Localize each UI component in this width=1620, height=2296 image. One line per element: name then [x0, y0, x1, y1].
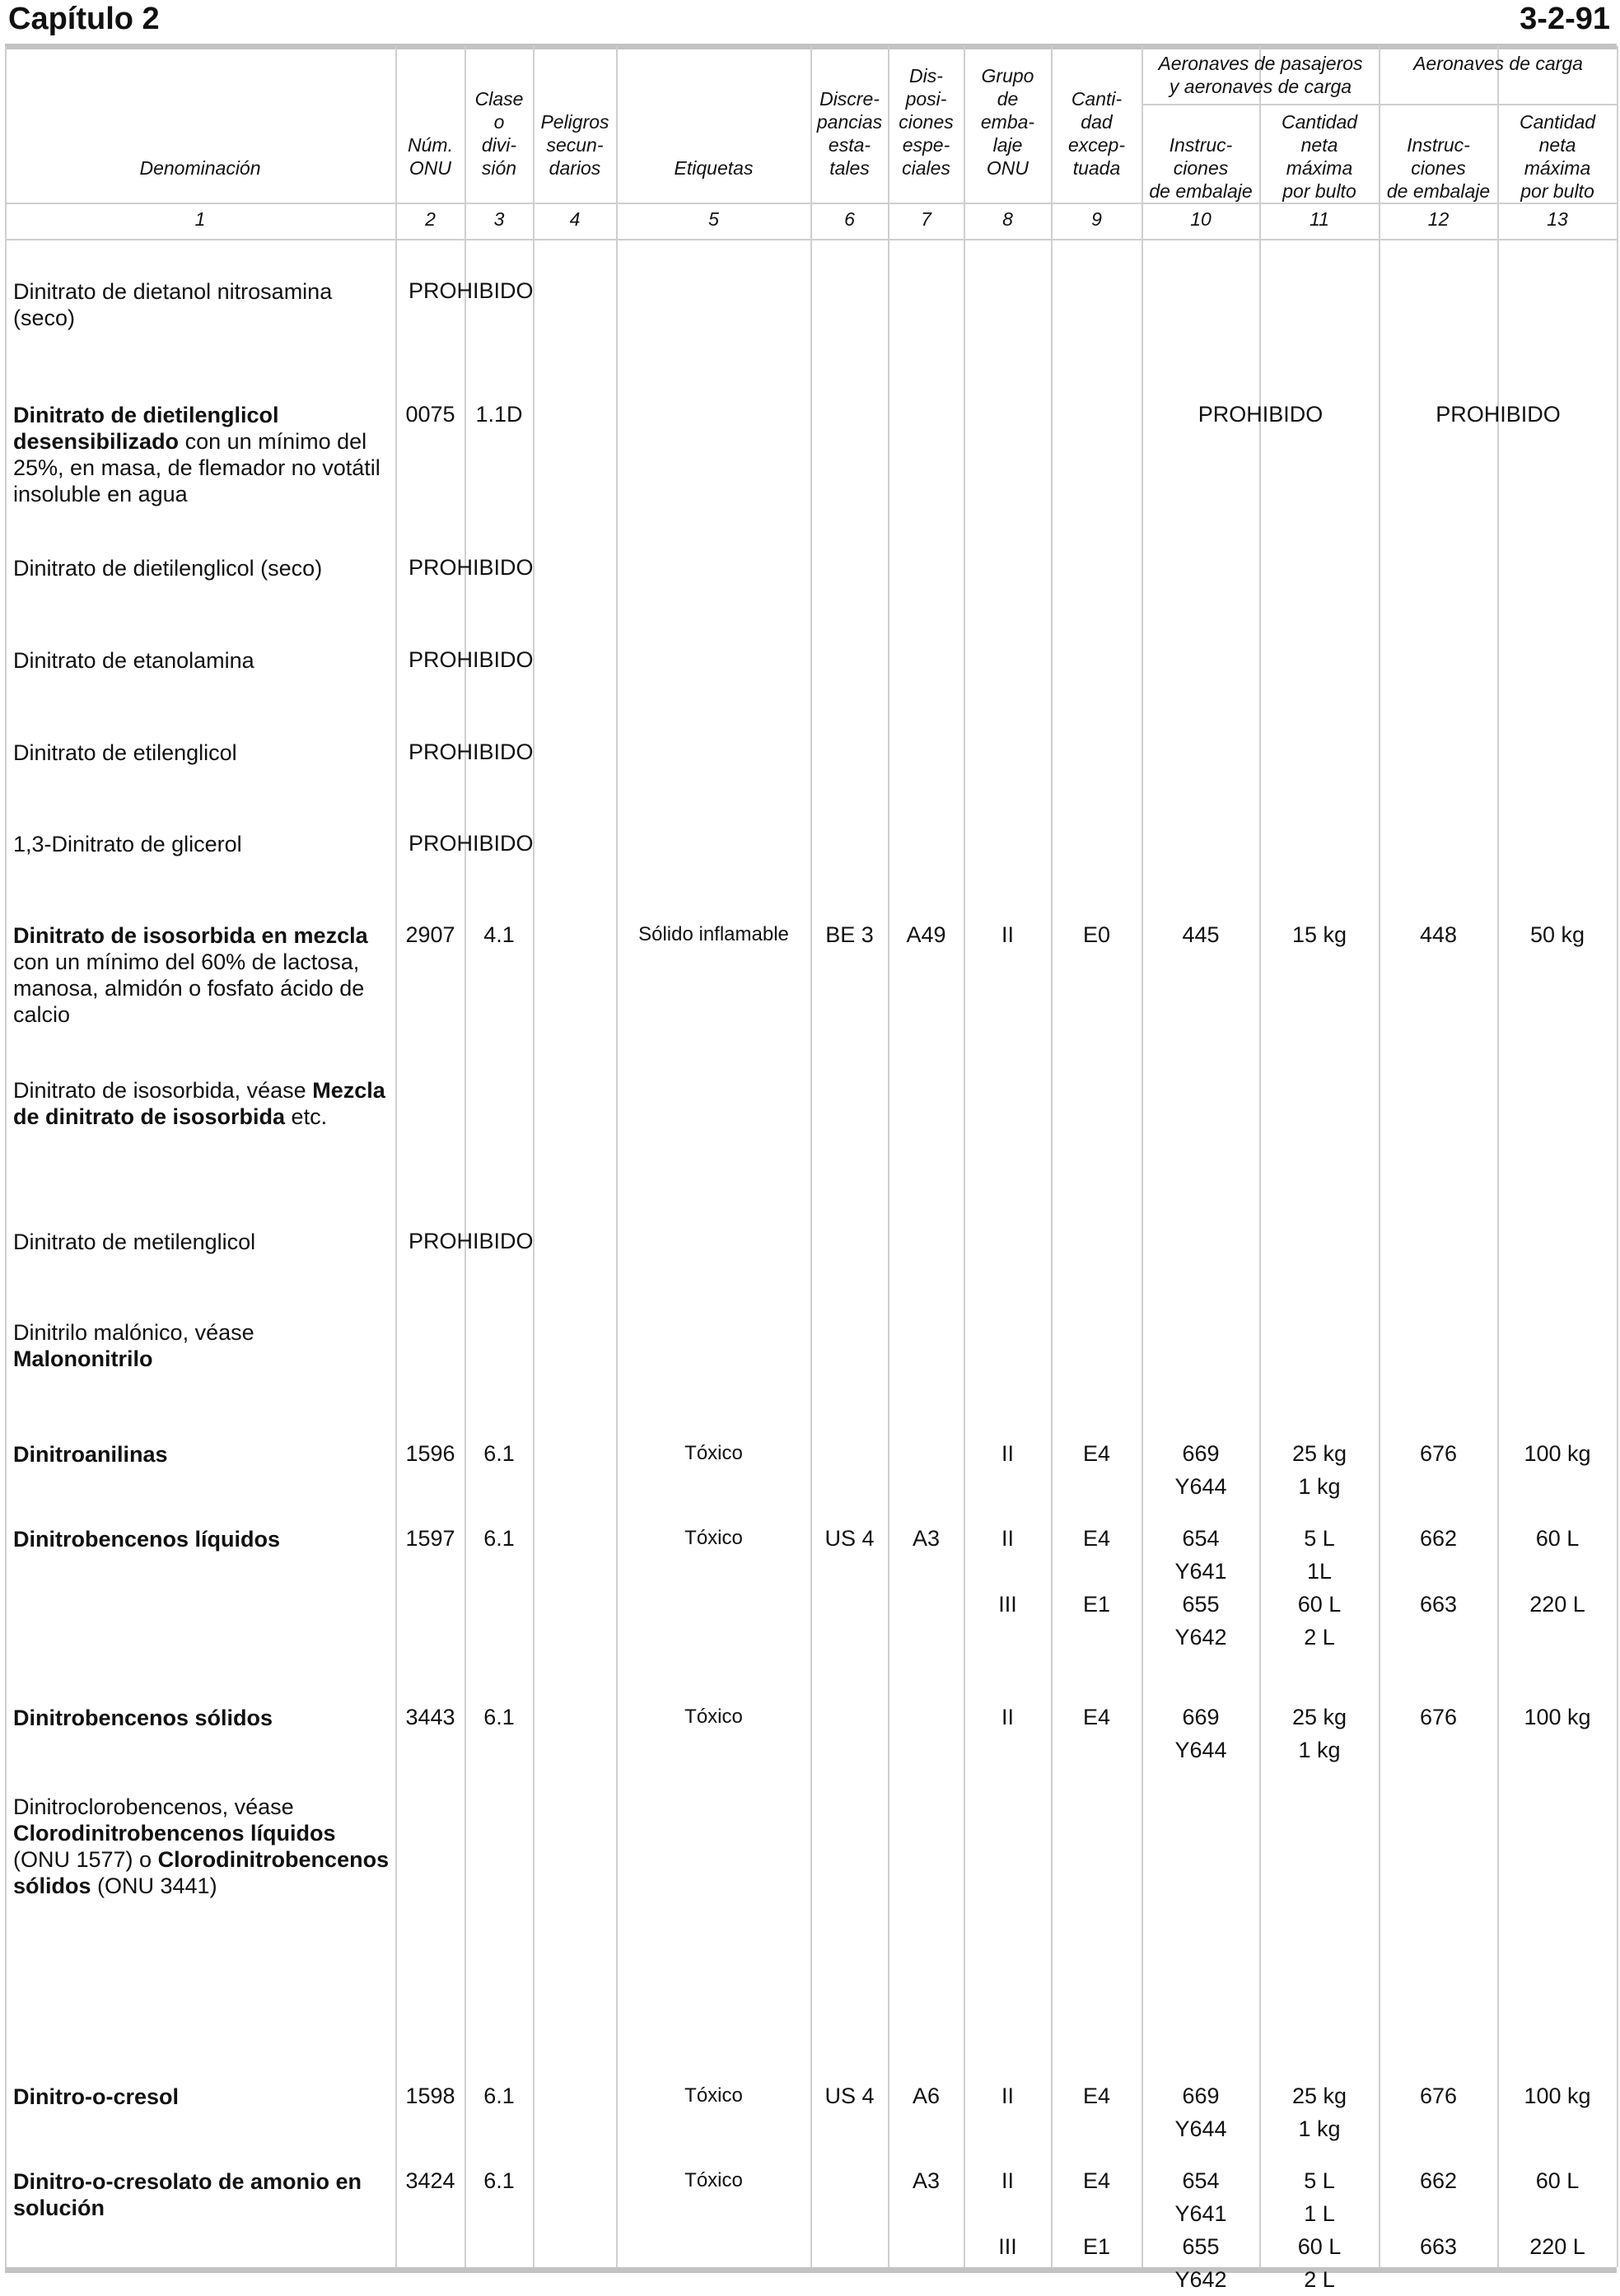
substance-name: Dinitroclorobencenos, véase Clorodinitrobencenos líquidos (ONU 1577) o Clorodinitrobencenos sólidos (ONU 3441)	[13, 1794, 390, 1898]
label-text: Tóxico	[684, 2084, 743, 2107]
max-quantity-cargo: 100 kg	[1524, 1705, 1591, 1729]
column-number: 6	[844, 208, 855, 230]
packing-group: II III	[998, 1526, 1017, 1617]
header-clase: Clase o divi- sión	[474, 88, 524, 179]
excepted-quantity: E4	[1082, 1705, 1111, 1729]
prohibited-text: PROHIBIDO	[409, 555, 534, 580]
column-divider	[1051, 46, 1053, 2267]
substance-name: Dinitrato de dietanol nitrosamina (seco)	[13, 279, 333, 330]
column-number: 5	[708, 208, 719, 230]
header-instrucciones-carga: Instruc- ciones de embalaje	[1386, 134, 1491, 202]
substance-name: Dinitrato de dietilenglicol desensibilizado con un mínimo del 25%, en masa, de flemador no votátil insoluble en agua	[13, 403, 380, 506]
label-text: Tóxico	[684, 1442, 743, 1464]
substance-name: Dinitrato de dietilenglicol (seco)	[13, 556, 323, 581]
column-number: 11	[1310, 208, 1329, 230]
special-provision: A3	[912, 2168, 941, 2193]
header-discrepancias: Discre- pancias esta- tales	[816, 88, 883, 179]
packing-instruction-pax: 669 Y644	[1174, 1705, 1227, 1762]
column-number: 7	[921, 208, 931, 230]
label-text: Sólido inflamable	[638, 923, 789, 945]
substance-name: Dinitro-o-cresolato de amonio en solución	[13, 2169, 362, 2220]
substance-name: Dinitrato de metilenglicol	[13, 1230, 256, 1254]
prohibited-cargo: PROHIBIDO	[1436, 402, 1561, 427]
column-number: 4	[569, 208, 581, 230]
max-quantity-cargo: 60 L 220 L	[1529, 2168, 1585, 2259]
special-provision: A3	[912, 1526, 941, 1551]
substance-name: Dinitroanilinas	[13, 1442, 168, 1467]
substance-name: Dinitrobencenos sólidos	[13, 1706, 273, 1730]
packing-instruction-cargo: 662 663	[1419, 1526, 1458, 1617]
max-quantity-pax: 5 L 1L 60 L 2 L	[1297, 1526, 1342, 1650]
packing-instruction-pax: 669 Y644	[1174, 2084, 1227, 2141]
substance-name: Dinitrato de etanolamina	[13, 648, 254, 673]
prohibited-text: PROHIBIDO	[409, 740, 534, 764]
packing-instruction-pax: 654 Y641 655 Y642	[1174, 1526, 1227, 1650]
column-divider	[1497, 46, 1499, 2267]
special-provision: A6	[912, 2084, 941, 2108]
substance-name: Dinitrato de isosorbida, véase Mezcla de dinitrato de isosorbida etc.	[13, 1078, 385, 1129]
un-number: 3424	[405, 2168, 455, 2193]
hazard-class: 6.1	[483, 1441, 515, 1466]
row-divider	[5, 203, 1617, 204]
max-quantity-pax: 25 kg 1 kg	[1291, 2084, 1347, 2141]
hazard-class: 6.1	[483, 1526, 515, 1551]
label-text: Tóxico	[684, 2169, 743, 2191]
header-cantidad-pax: Cantidad neta máxima por bulto	[1281, 111, 1358, 202]
column-divider	[395, 46, 397, 2267]
header-group-pasajeros: Aeronaves de pasajeros y aeronaves de carga	[1158, 53, 1363, 97]
un-number: 3443	[405, 1705, 455, 1729]
label-text: Tóxico	[684, 1706, 743, 1728]
substance-name: Dinitrato de isosorbida en mezcla con un mínimo del 60% de lactosa, manosa, almidón o fosfato ácido de calcio	[13, 923, 368, 1027]
column-number: 10	[1190, 208, 1211, 230]
substance-name: Dinitro-o-cresol	[13, 2084, 180, 2109]
excepted-quantity: E0	[1082, 922, 1111, 947]
header-instrucciones-pax: Instruc- ciones de embalaje	[1149, 134, 1253, 202]
packing-instruction-pax: 654 Y641 655 Y642	[1174, 2168, 1227, 2292]
prohibited-pax: PROHIBIDO	[1197, 402, 1324, 427]
column-number: 12	[1427, 208, 1450, 230]
prohibited-text: PROHIBIDO	[409, 1229, 534, 1253]
max-quantity-cargo: 100 kg	[1524, 2084, 1591, 2108]
column-divider	[888, 46, 889, 2267]
substance-name: Dinitrato de etilenglicol	[13, 740, 237, 765]
column-number: 9	[1091, 208, 1102, 230]
un-number: 1596	[405, 1441, 455, 1466]
packing-instruction-pax: 445	[1182, 922, 1220, 947]
page-number: 3-2-91	[1520, 2, 1610, 36]
excepted-quantity: E4 E1	[1082, 2168, 1111, 2259]
packing-instruction-cargo: 676	[1419, 1705, 1458, 1729]
max-quantity-pax: 25 kg 1 kg	[1291, 1441, 1347, 1499]
header-disposiciones: Dis- posi- ciones espe- ciales	[899, 65, 954, 179]
packing-instruction-cargo: 676	[1419, 2084, 1458, 2108]
max-quantity-pax: 5 L 1 L 60 L 2 L	[1297, 2168, 1342, 2292]
packing-instruction-cargo: 676	[1419, 1441, 1458, 1466]
state-discrepancy: BE 3	[825, 922, 874, 947]
column-number: 13	[1547, 208, 1568, 230]
column-divider	[616, 46, 618, 2267]
packing-group: II	[1001, 1705, 1014, 1729]
column-divider	[1617, 46, 1618, 2267]
column-divider	[964, 46, 965, 2267]
column-divider	[5, 46, 7, 2267]
max-quantity-pax: 15 kg	[1291, 922, 1347, 947]
header-cantidad-exceptuada: Canti- dad excep- tuada	[1067, 88, 1126, 179]
packing-group: II	[1001, 1441, 1014, 1466]
max-quantity-cargo: 100 kg	[1524, 1441, 1591, 1466]
packing-instruction-cargo: 662 663	[1419, 2168, 1458, 2259]
packing-group: II	[1001, 2084, 1014, 2108]
prohibited-text: PROHIBIDO	[409, 278, 534, 303]
packing-group: II III	[998, 2168, 1017, 2259]
hazard-class: 6.1	[483, 1705, 515, 1729]
row-divider	[5, 239, 1617, 240]
column-divider	[1379, 46, 1380, 2267]
max-quantity-cargo: 60 L 220 L	[1529, 1526, 1585, 1617]
header-group-carga: Aeronaves de carga	[1413, 53, 1583, 74]
un-number: 0075	[405, 402, 455, 427]
chapter-title: Capítulo 2	[8, 2, 160, 36]
prohibited-text: PROHIBIDO	[409, 831, 534, 856]
state-discrepancy: US 4	[824, 2084, 875, 2108]
packing-group: II	[1001, 922, 1014, 947]
header-etiquetas: Etiquetas	[674, 157, 754, 179]
header-denominacion: Denominación	[139, 157, 261, 179]
un-number: 1598	[405, 2084, 455, 2108]
excepted-quantity: E4	[1082, 2084, 1111, 2108]
prohibited-text: PROHIBIDO	[409, 647, 534, 672]
column-number: 1	[194, 208, 206, 230]
column-divider	[465, 46, 466, 2267]
hazard-class: 1.1D	[475, 402, 523, 427]
un-number: 2907	[405, 922, 455, 947]
column-number: 8	[1002, 208, 1013, 230]
substance-name: Dinitrobencenos líquidos	[13, 1527, 281, 1552]
header-num-onu: Núm. ONU	[408, 134, 453, 179]
column-divider	[810, 46, 812, 2267]
column-divider	[1259, 46, 1261, 2267]
header-peligros-secundarios: Peligros secun- darios	[540, 111, 609, 179]
substance-name: Dinitrilo malónico, véase Malononitrilo	[13, 1320, 254, 1371]
packing-instruction-cargo: 448	[1419, 922, 1458, 947]
max-quantity-cargo: 50 kg	[1529, 922, 1585, 947]
hazard-class: 4.1	[483, 922, 515, 947]
header-grupo-embalaje: Grupo de emba- laje ONU	[980, 65, 1035, 179]
header-cantidad-carga: Cantidad neta máxima por bulto	[1519, 111, 1596, 202]
column-divider	[1141, 46, 1143, 2267]
un-number: 1597	[405, 1526, 455, 1551]
excepted-quantity: E4 E1	[1082, 1526, 1111, 1617]
packing-instruction-pax: 669 Y644	[1174, 1441, 1227, 1499]
excepted-quantity: E4	[1082, 1441, 1111, 1466]
hazard-class: 6.1	[483, 2168, 515, 2193]
hazard-class: 6.1	[483, 2084, 515, 2108]
column-number: 3	[493, 208, 505, 230]
column-divider	[533, 46, 535, 2267]
special-provision: A49	[906, 922, 946, 947]
substance-name: 1,3-Dinitrato de glicerol	[13, 832, 242, 856]
state-discrepancy: US 4	[824, 1526, 875, 1551]
column-number: 2	[425, 208, 436, 230]
label-text: Tóxico	[684, 1527, 743, 1549]
max-quantity-pax: 25 kg 1 kg	[1291, 1705, 1347, 1762]
